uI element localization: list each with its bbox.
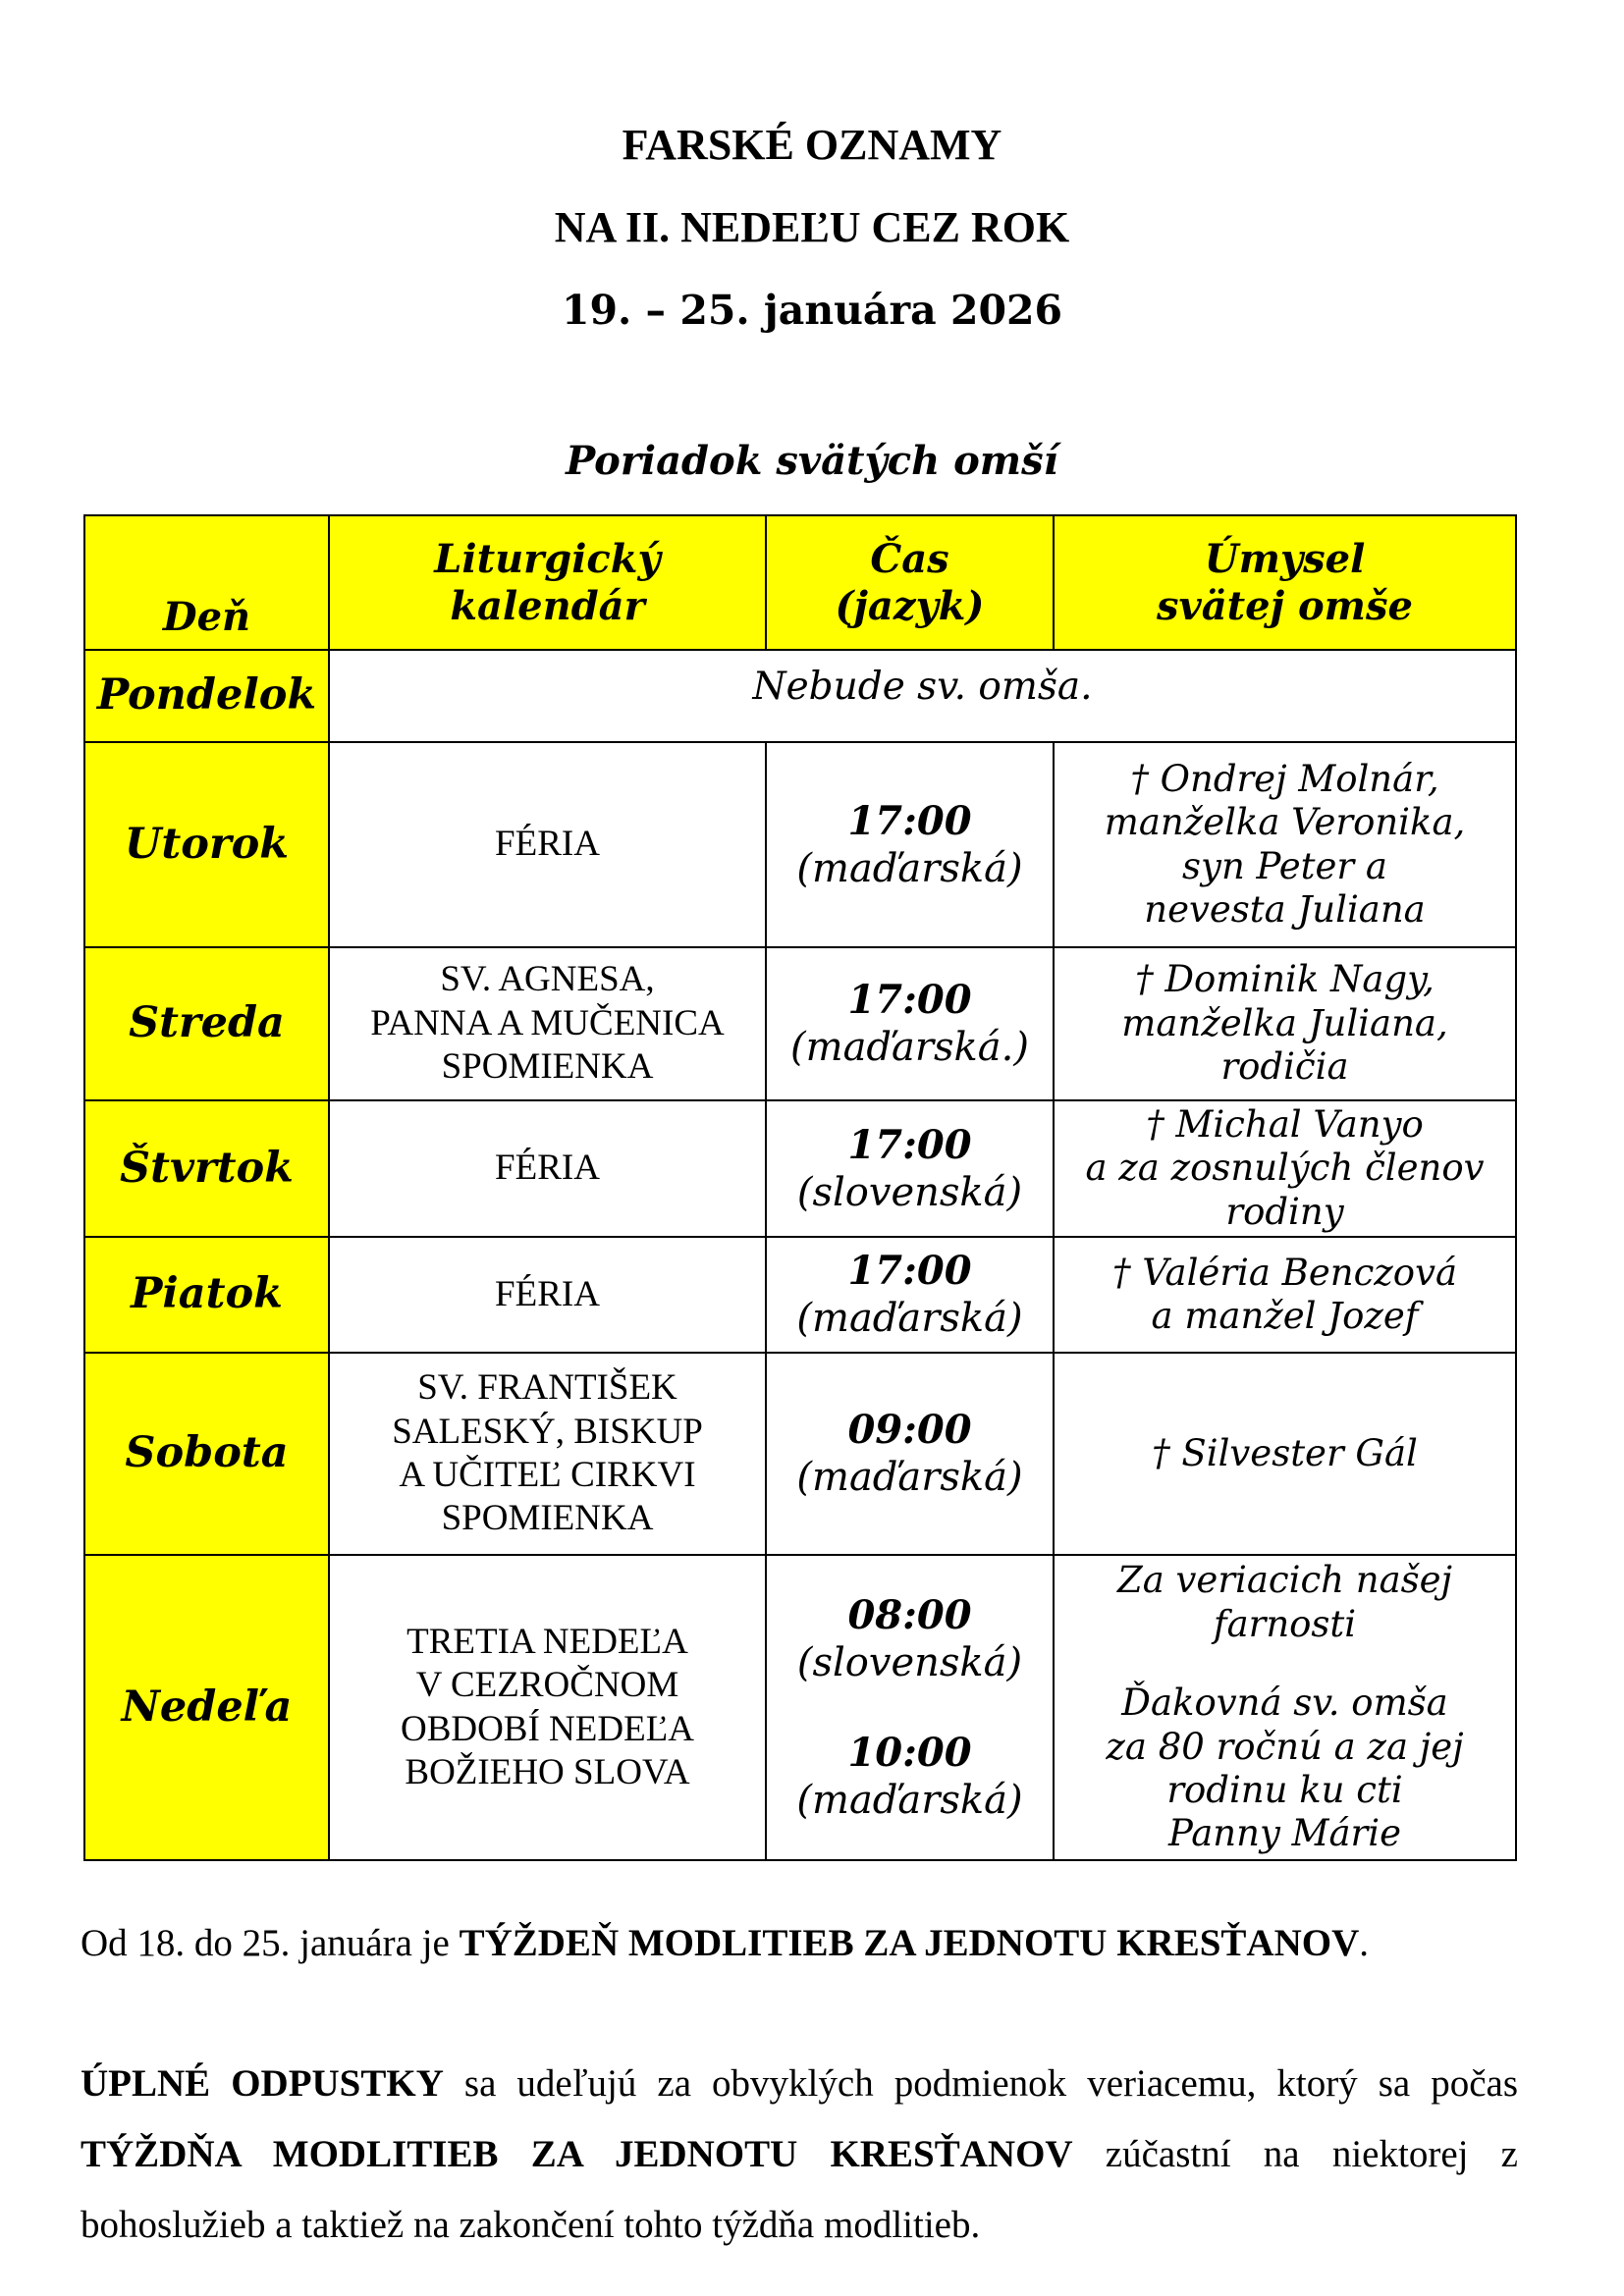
intention-cell: † Silvester Gál (1054, 1353, 1516, 1555)
intention-cell: † Dominik Nagy, manželka Juliana, rodičia (1054, 947, 1516, 1100)
liturgical-cell: SV. AGNESA, PANNA A MUČENICA SPOMIENKA (329, 947, 766, 1100)
liturgical-cell: SV. FRANTIŠEK SALESKÝ, BISKUP A UČITEĽ CIRKVI SPOMIENKA (329, 1353, 766, 1555)
day-cell: Utorok (84, 742, 329, 947)
day-cell: Sobota (84, 1353, 329, 1555)
table-row (84, 742, 1516, 947)
time-cell: 08:00 (slovenská) 10:00 (maďarská) (766, 1555, 1054, 1860)
intention-cell: Za veriacich našej farnosti Ďakovná sv. omša za 80 ročnú a za jej rodinu ku cti Panny Márie (1054, 1555, 1516, 1860)
no-mass-note: Nebude sv. omša. (329, 650, 1516, 742)
time-cell: 17:00 (slovenská) (766, 1100, 1054, 1237)
table-row (84, 1237, 1516, 1353)
day-cell: Pondelok (84, 650, 329, 742)
day-cell: Štvrtok (84, 1100, 329, 1237)
notice-indulgences: ÚPLNÉ ODPUSTKY sa udeľujú za obvyklých podmienok veriacemu, ktorý sa počas TÝŽDŇA MODLITIEB ZA JEDNOTU KRESŤANOV zúčastní na niektorej z bohoslužieb a taktiež na zakončení tohto týždňa modlitieb. (81, 2062, 1518, 2246)
table-header-row (84, 515, 1516, 650)
table-row (84, 650, 1516, 742)
header-day: Deň (84, 515, 329, 650)
header-intention: Úmysel svätej omše (1054, 515, 1516, 650)
intention-cell: † Ondrej Molnár, manželka Veronika, syn Peter a nevesta Juliana (1054, 742, 1516, 947)
schedule-heading: Poriadok svätých omší (566, 438, 1058, 484)
table-row (84, 947, 1516, 1100)
announcement-dates: 19. – 25. januára 2026 (561, 287, 1063, 334)
announcement-sunday: NA II. NEDEĽU CEZ ROK (554, 203, 1070, 251)
time-cell: 17:00 (maďarská.) (766, 947, 1054, 1100)
mass-schedule-table (83, 514, 1517, 1861)
liturgical-cell: FÉRIA (329, 1237, 766, 1353)
time-cell: 17:00 (maďarská) (766, 742, 1054, 947)
day-cell: Streda (84, 947, 329, 1100)
table-row (84, 1100, 1516, 1237)
liturgical-cell: TRETIA NEDEĽA V CEZROČNOM OBDOBÍ NEDEĽA BOŽIEHO SLOVA (329, 1555, 766, 1860)
table-row (84, 1353, 1516, 1555)
liturgical-cell: FÉRIA (329, 742, 766, 947)
header-liturgical: Liturgický kalendár (329, 515, 766, 650)
time-cell: 17:00 (maďarská) (766, 1237, 1054, 1353)
notice-unity-week: Od 18. do 25. januára je TÝŽDEŇ MODLITIEB ZA JEDNOTU KRESŤANOV. (81, 1922, 1369, 1964)
day-cell: Nedeľa (84, 1555, 329, 1860)
liturgical-cell: FÉRIA (329, 1100, 766, 1237)
intention-cell: † Valéria Benczová a manžel Jozef (1054, 1237, 1516, 1353)
header-time: Čas (jazyk) (766, 515, 1054, 650)
table-row (84, 1555, 1516, 1860)
day-cell: Piatok (84, 1237, 329, 1353)
time-cell: 09:00 (maďarská) (766, 1353, 1054, 1555)
intention-cell: † Michal Vanyo a za zosnulých členov rodiny (1054, 1100, 1516, 1237)
announcement-title: FARSKÉ OZNAMY (622, 121, 1002, 169)
